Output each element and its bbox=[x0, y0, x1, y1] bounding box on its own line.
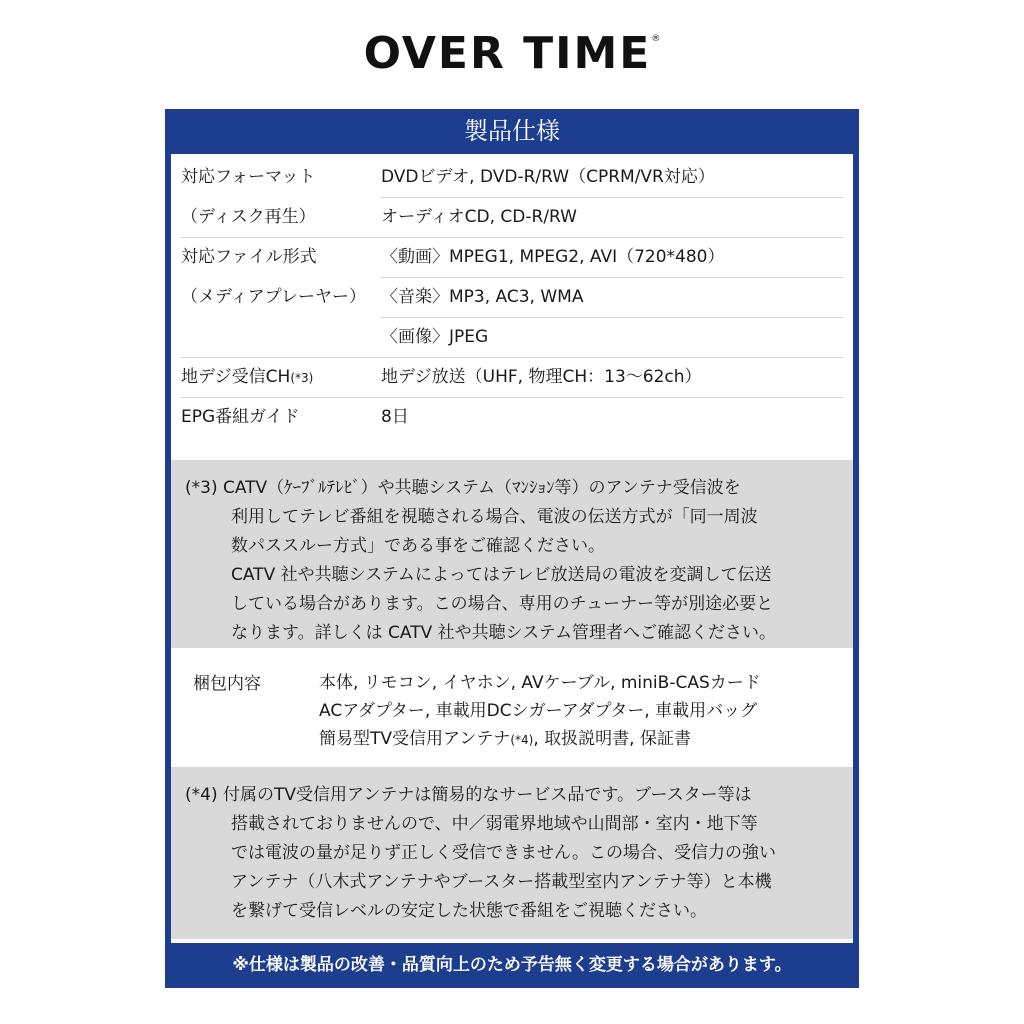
note-line: 利用してテレビ番組を視聴される場合、電波の伝送方式が「同一周波 bbox=[231, 507, 758, 527]
spec-label-text: 地デジ受信CH bbox=[181, 367, 291, 387]
note-line: CATV 社や共聴システムによってはテレビ放送局の電波を変調して伝送 bbox=[231, 565, 772, 585]
package-list bbox=[319, 669, 761, 754]
note-line: している場合があります。この場合、専用のチューナー等が別途必要と bbox=[231, 594, 774, 614]
brand-name: OVER TIME bbox=[363, 28, 652, 79]
package-item: 簡易型TV受信用アンテナ bbox=[319, 729, 511, 749]
spec-value: 地デジ放送（UHF, 物理CH：13〜62ch） bbox=[381, 367, 702, 387]
spec-table bbox=[181, 157, 843, 457]
spec-value: オーディオCD, CD-R/RW bbox=[381, 207, 577, 227]
note-line: 数パススルー方式」である事をご確認ください。 bbox=[231, 536, 605, 556]
note-line: アンテナ（八木式アンテナやブースター搭載型室内アンテナ等）と本機 bbox=[231, 872, 772, 892]
spec-value: 〈動画〉MPEG1, MPEG2, AVI（720*480） bbox=[381, 247, 725, 267]
brand-logo bbox=[0, 28, 1024, 79]
spec-label: （メディアプレーヤー） bbox=[181, 287, 366, 307]
footnote-ref: (*4) bbox=[510, 733, 534, 747]
footnote-ref: (*3) bbox=[290, 371, 314, 385]
note-line: (*3) CATV（ｹｰﾌﾞﾙﾃﾚﾋﾞ）や共聴システム（ﾏﾝｼｮﾝ等）のアンテナ受信波を bbox=[185, 478, 741, 498]
package-label: 梱包内容 bbox=[193, 674, 261, 694]
footnote-3 bbox=[171, 460, 853, 648]
spec-value: DVDビデオ, DVD-R/RW（CPRM/VR対応） bbox=[381, 167, 715, 187]
spec-panel bbox=[165, 109, 859, 988]
spec-row-format-2 bbox=[181, 197, 843, 237]
spec-value: 〈音楽〉MP3, AC3, WMA bbox=[381, 287, 584, 307]
spec-label: 対応ファイル形式 bbox=[181, 247, 317, 267]
note-line: なります。詳しくは CATV 社や共聴システム管理者へご確認ください。 bbox=[231, 623, 776, 643]
note-line: では電波の量が足りず正しく受信できません。この場合、受信力の強い bbox=[231, 843, 777, 863]
spec-label: 対応フォーマット bbox=[181, 167, 316, 187]
spec-row-file-1 bbox=[181, 237, 843, 277]
note-line: (*4) 付属のTV受信用アンテナは簡易的なサービス品です。ブースター等は bbox=[185, 785, 752, 805]
registered-mark: ® bbox=[651, 34, 661, 44]
spec-row-format-1 bbox=[181, 157, 843, 197]
spec-row-file-2 bbox=[181, 277, 843, 317]
package-item: , 取扱説明書, 保証書 bbox=[533, 729, 691, 749]
package-contents bbox=[171, 655, 853, 767]
disclaimer-footer: ※仕様は製品の改善・品質向上のため予告無く変更する場合があります。 bbox=[171, 943, 853, 988]
package-line: 本体, リモコン, イヤホン, AVケーブル, miniB-CASカード bbox=[319, 673, 761, 693]
note-line: を繋げて受信レベルの安定した状態で番組をご視聴ください。 bbox=[231, 901, 707, 921]
spec-row-file-3 bbox=[181, 317, 843, 357]
spec-label: （ディスク再生） bbox=[181, 207, 316, 227]
note-line: 搭載されておりませんので、中／弱電界地域や山間部・室内・地下等 bbox=[231, 814, 758, 834]
spec-row-channel bbox=[181, 357, 843, 397]
footnote-4 bbox=[171, 767, 853, 939]
spec-value: 8日 bbox=[381, 407, 409, 427]
spec-label bbox=[181, 357, 371, 397]
package-line: ACアダプター, 車載用DCシガーアダプター, 車載用バッグ bbox=[319, 701, 758, 721]
spec-label: EPG番組ガイド bbox=[181, 407, 300, 427]
panel-title: 製品仕様 bbox=[171, 109, 853, 154]
spec-row-epg bbox=[181, 397, 843, 437]
spec-value: 〈画像〉JPEG bbox=[381, 327, 489, 347]
package-line bbox=[319, 725, 761, 754]
